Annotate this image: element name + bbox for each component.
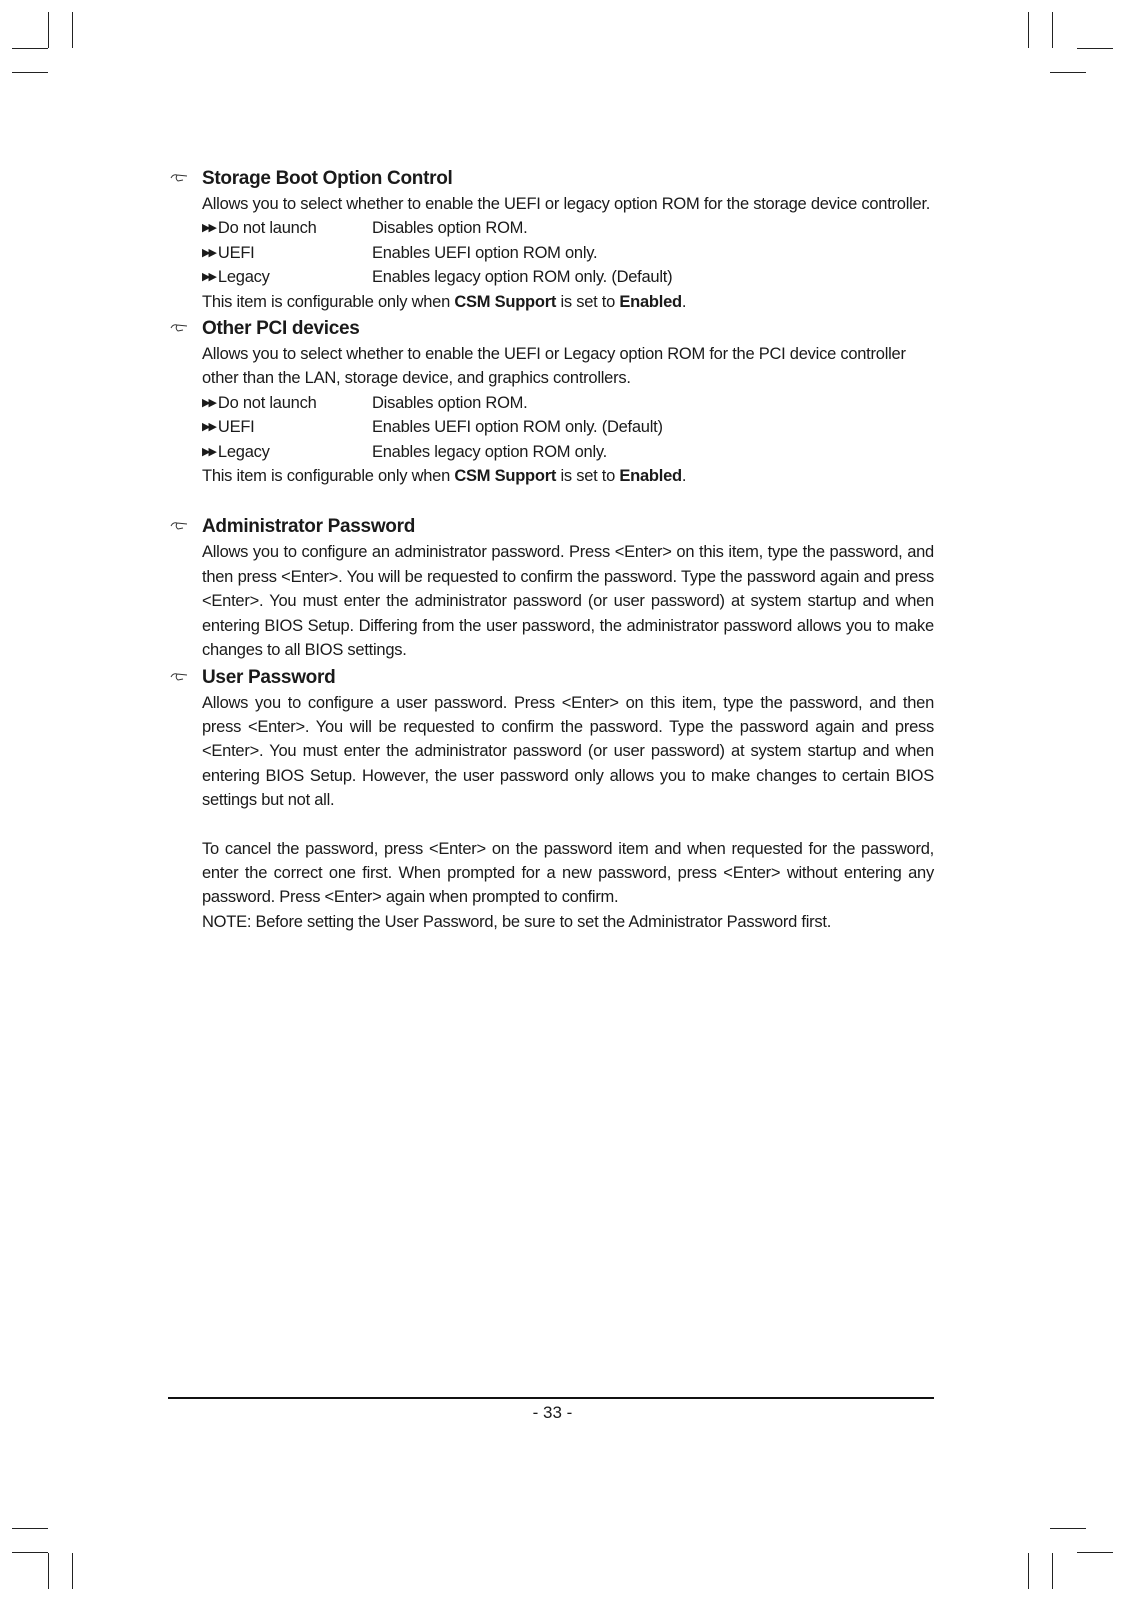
option-row	[202, 241, 934, 265]
crop-mark	[12, 72, 48, 73]
option-row	[202, 440, 934, 464]
section-other-pci-devices	[170, 316, 934, 488]
section-note: This item is configurable only when CSM Support is set to Enabled.	[202, 467, 687, 486]
option-name: Do not launch	[217, 219, 317, 238]
section-title: Storage Boot Option Control	[202, 168, 453, 189]
fast-forward-icon: ▶▶	[202, 445, 215, 458]
spacer	[202, 813, 934, 837]
manual-content	[170, 166, 934, 934]
cancel-instructions: To cancel the password, press <Enter> on the password item and when requested for the password, enter the correct one first. When prompted for a new password, press <Enter> without entering any password. Press <Enter> again when prompted to confirm.	[202, 839, 934, 907]
crop-mark	[48, 1553, 49, 1589]
crop-mark	[72, 12, 73, 48]
section-note: This item is configurable only when CSM Support is set to Enabled.	[202, 292, 687, 311]
crop-mark	[72, 1553, 73, 1589]
option-row	[202, 216, 934, 240]
pointing-hand-icon	[170, 323, 190, 333]
section-description: Allows you to select whether to enable the UEFI or legacy option ROM for the storage device controller.	[202, 195, 931, 213]
section-title: Other PCI devices	[202, 318, 360, 340]
section-description: Allows you to select whether to enable the UEFI or Legacy option ROM for the PCI device controller other than the LAN, storage device, and graphics controllers.	[202, 345, 906, 388]
section-storage-boot-option-control	[170, 166, 934, 314]
section-user-password	[170, 665, 934, 935]
crop-mark	[1050, 72, 1086, 73]
section-description: Allows you to configure an administrator password. Press <Enter> on this item, type the password, and then press <Enter>. You will be requested to confirm the password. Type the password again and press <Enter>. You must enter the administrator password (or user password) at system startup and when entering BIOS Setup. Differing from the user password, the administrator password allows you to make changes to all BIOS settings.	[202, 543, 934, 660]
crop-mark	[1052, 1553, 1053, 1589]
spacer	[170, 488, 934, 514]
option-name: Legacy	[217, 442, 270, 461]
section-note: NOTE: Before setting the User Password, be sure to set the Administrator Password first.	[202, 912, 832, 931]
pointing-hand-icon	[170, 521, 190, 531]
section-title: User Password	[202, 666, 336, 688]
option-row	[202, 391, 934, 415]
fast-forward-icon: ▶▶	[202, 271, 215, 284]
option-description: Disables option ROM.	[372, 393, 528, 412]
option-name: Legacy	[217, 268, 270, 287]
option-name: Do not launch	[217, 393, 317, 412]
crop-mark	[1028, 12, 1029, 48]
crop-mark	[1077, 1552, 1113, 1553]
crop-mark	[1028, 1553, 1029, 1589]
fast-forward-icon: ▶▶	[202, 246, 215, 259]
crop-mark	[1052, 12, 1053, 48]
fast-forward-icon: ▶▶	[202, 421, 215, 434]
option-name: UEFI	[217, 418, 255, 437]
crop-mark	[12, 1528, 48, 1529]
section-title: Administrator Password	[202, 516, 416, 538]
crop-mark	[12, 48, 48, 49]
crop-mark	[48, 12, 49, 48]
fast-forward-icon: ▶▶	[202, 222, 215, 235]
crop-mark	[1077, 48, 1113, 49]
pointing-hand-icon	[170, 173, 190, 183]
option-description: Enables UEFI option ROM only. (Default)	[372, 418, 663, 437]
crop-mark	[1050, 1528, 1086, 1529]
footer-rule	[168, 1397, 934, 1399]
crop-mark	[12, 1552, 48, 1553]
pointing-hand-icon	[170, 672, 190, 682]
option-name: UEFI	[217, 243, 255, 262]
option-description: Enables UEFI option ROM only.	[372, 243, 598, 262]
option-description: Enables legacy option ROM only.	[372, 442, 607, 461]
option-row	[202, 265, 934, 289]
fast-forward-icon: ▶▶	[202, 396, 215, 409]
section-description: Allows you to configure a user password. Press <Enter> on this item, type the password, and then press <Enter>. You will be requested to confirm the password. Type the password again and press <Enter>. You must enter the administrator password (or user password) at system startup and when entering BIOS Setup. However, the user password only allows you to make changes to certain BIOS settings but not all.	[202, 693, 934, 810]
option-description: Enables legacy option ROM only. (Default)	[372, 268, 673, 287]
option-row	[202, 415, 934, 439]
page-number: - 33 -	[532, 1403, 573, 1422]
section-administrator-password	[170, 514, 934, 662]
option-description: Disables option ROM.	[372, 219, 528, 238]
